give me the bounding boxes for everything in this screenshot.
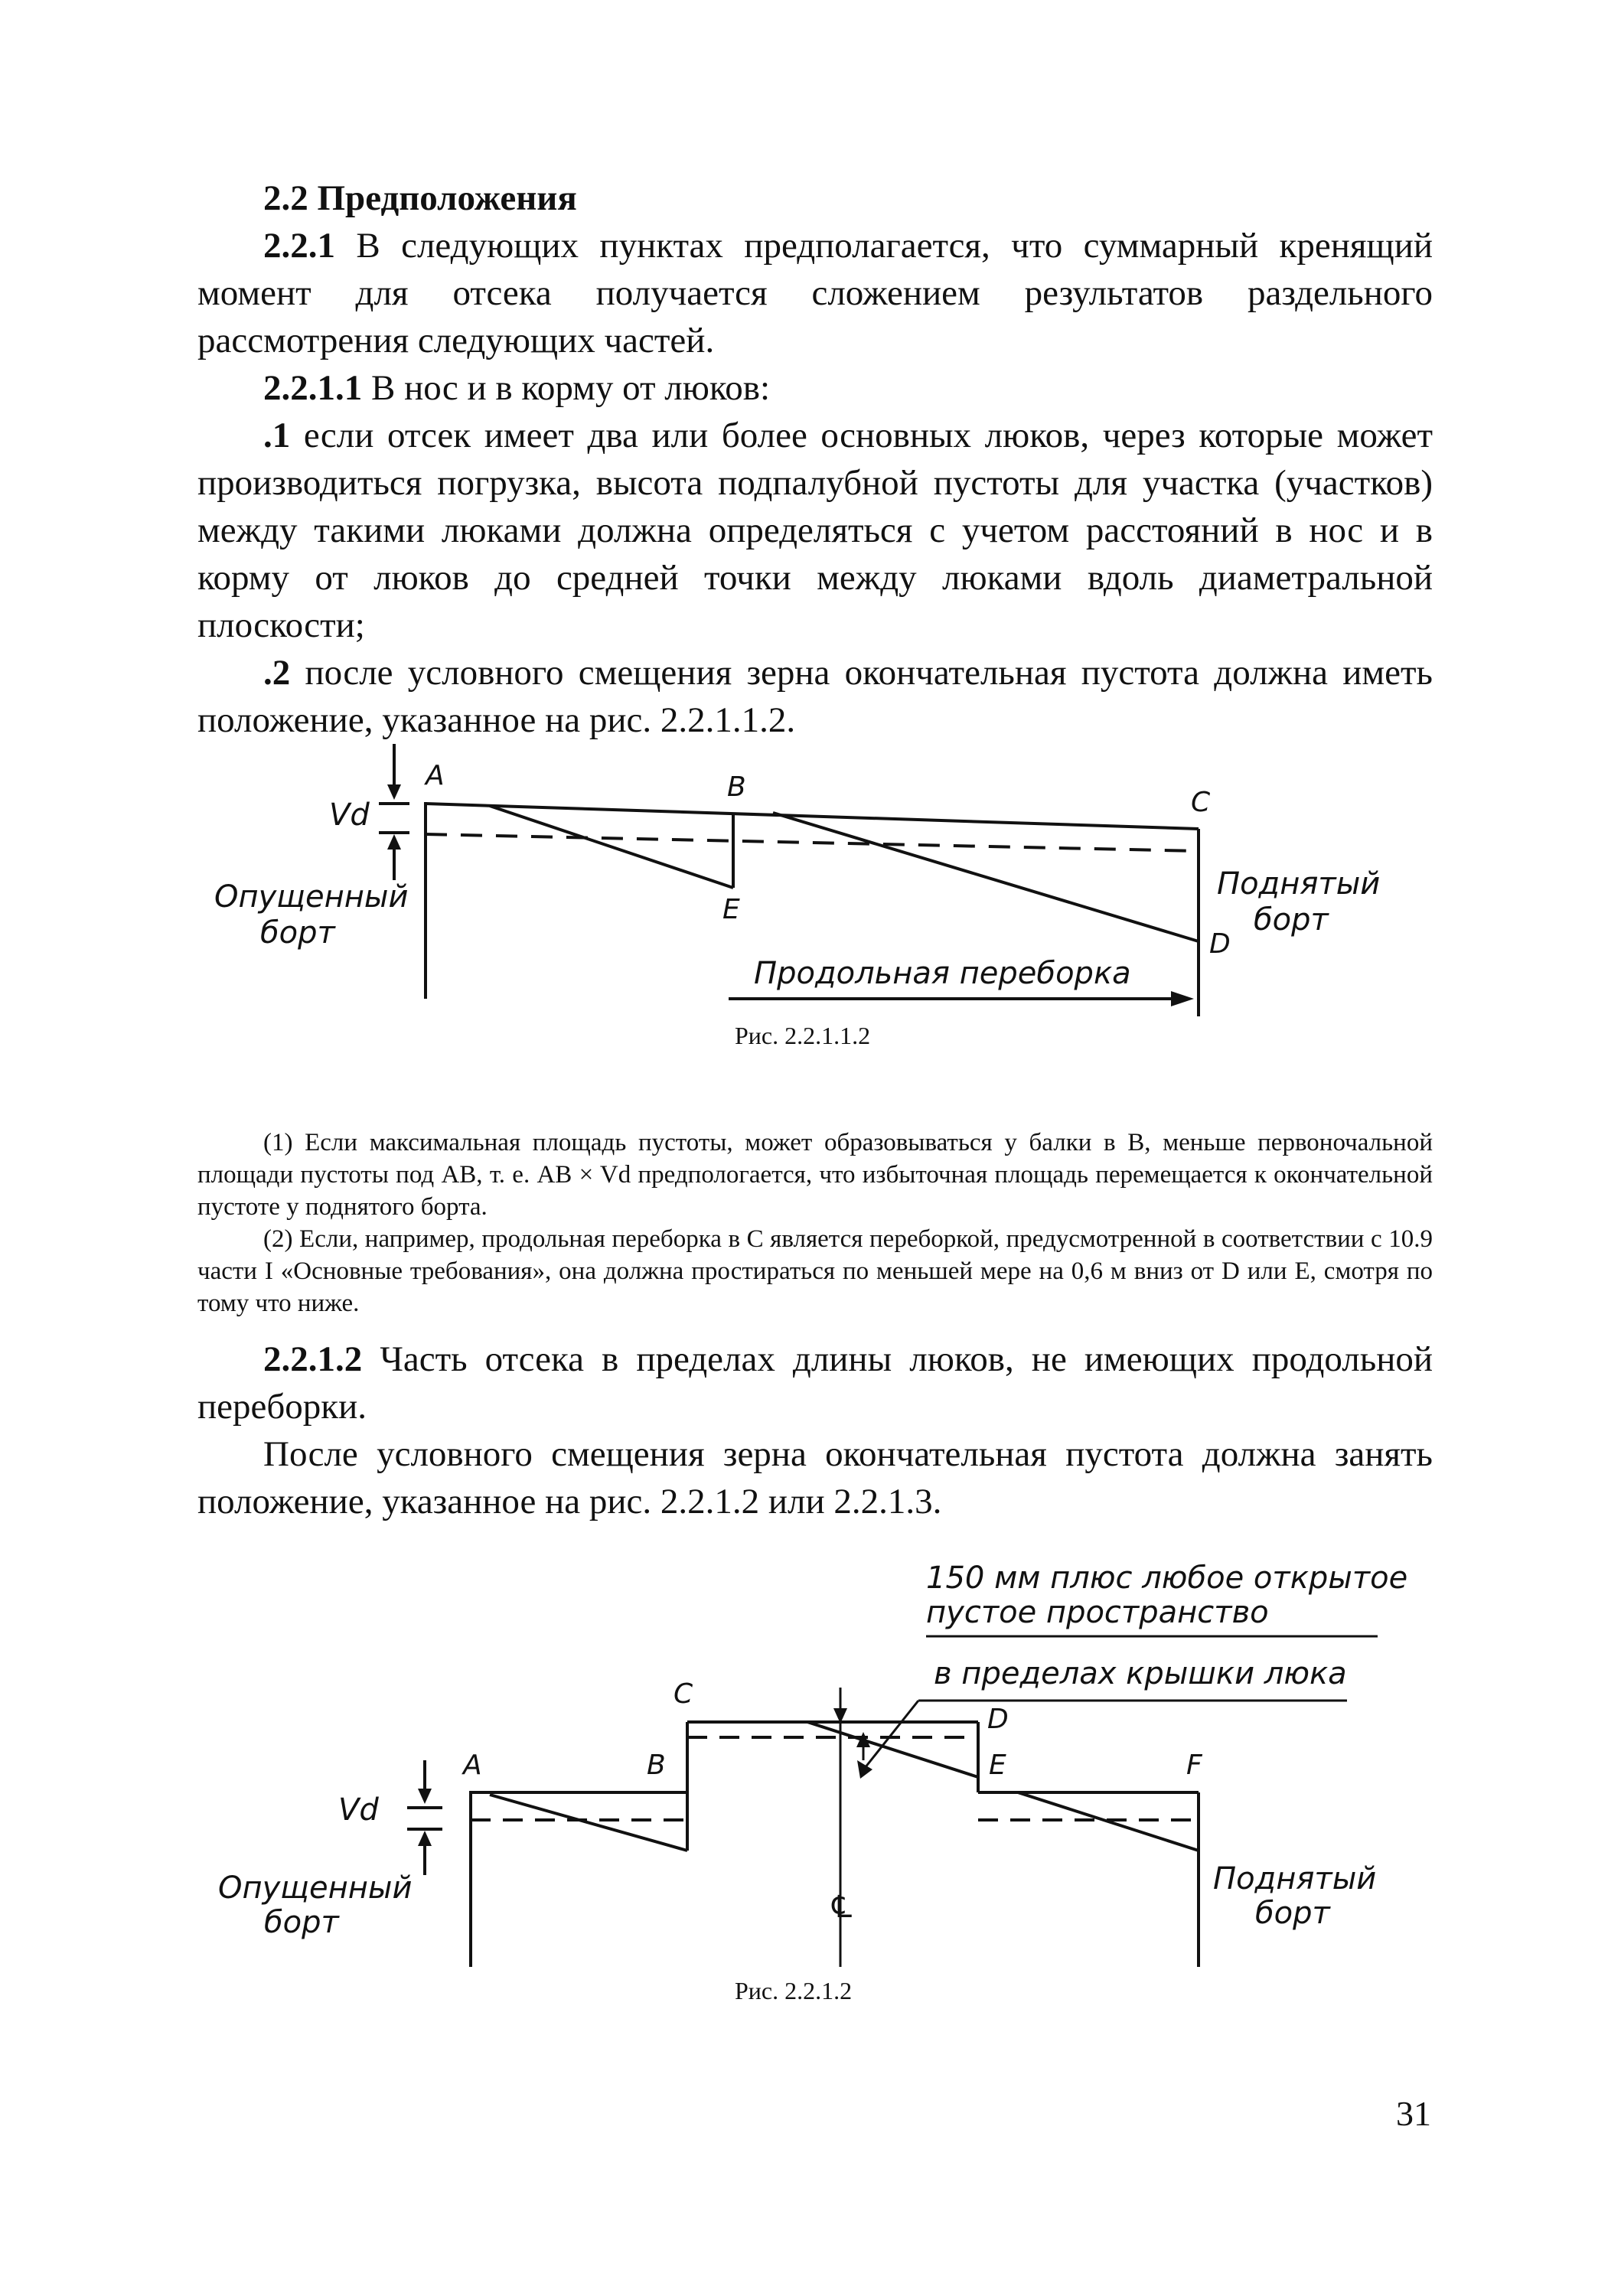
fig2-label-f: F bbox=[1186, 1750, 1202, 1781]
fig2-label-b: B bbox=[647, 1750, 666, 1781]
fig1-caption: Рис. 2.2.1.1.2 bbox=[735, 1022, 871, 1049]
fig2-lowered-side-line1: Опущенный bbox=[218, 1870, 413, 1906]
fig2-note-line1: 150 мм плюс любое открытое bbox=[926, 1561, 1408, 1596]
fig2-caption: Рис. 2.2.1.2 bbox=[735, 1977, 853, 2004]
fig2-label-e: E bbox=[989, 1750, 1006, 1781]
paragraph-item-1: .1 если отсек имеет два или более основных люков, через которые может производиться погрузка, высота подпалубной пустоты для участка (участков) между такими люками должна определяться с учетом расстояний в нос и в корму от люков до средней точки между люками вдоль диаметральной плоскости; bbox=[197, 416, 1433, 645]
fig2-raised-side-line1: Поднятый bbox=[1213, 1861, 1377, 1896]
fig1-bulkhead-label: Продольная переборка bbox=[754, 956, 1131, 991]
fig1-raised-side-line1: Поднятый bbox=[1217, 866, 1381, 902]
paragraph-2-2-1: 2.2.1 В следующих пунктах предполагается, что суммарный кренящий момент для отсека получается сложением результатов раздельного рассмотрения следующих частей. bbox=[197, 226, 1433, 360]
fig2-note-cover: в пределах крышки люка bbox=[934, 1656, 1347, 1691]
fig2-note-line2: пустое пространство bbox=[926, 1595, 1269, 1630]
paragraph-after-shift: После условного смещения зерна окончательная пустота должна занять положение, указанное на рис. 2.2.1.2 или 2.2.1.3. bbox=[197, 1434, 1433, 1521]
fig2-lowered-side-line2: борт bbox=[264, 1905, 339, 1940]
fig1-label-vd: Vd bbox=[329, 797, 370, 833]
fig2-centerline-symbol: ℄ bbox=[828, 1890, 856, 1925]
footnote-1: (1) Если максимальная площадь пустоты, может образовываться у балки в B, меньше первоночальной площади пустоты под AB, т. е. AB × Vd предпологается, что избыточная площадь перемещается к окончательной пустоте у поднятого борта. bbox=[197, 1129, 1433, 1221]
section-heading: 2.2 Предположения bbox=[263, 178, 577, 218]
fig1-lowered-side-line2: борт bbox=[260, 915, 335, 951]
fig1-raised-side-line2: борт bbox=[1254, 902, 1329, 938]
fig1-label-b: B bbox=[727, 771, 746, 803]
paragraph-2-2-1-1: 2.2.1.1 В нос и в корму от люков: bbox=[263, 368, 771, 408]
fig2-label-d: D bbox=[987, 1704, 1009, 1735]
paragraph-2-2-1-2: 2.2.1.2 Часть отсека в пределах длины люков, не имеющих продольной переборки. bbox=[197, 1339, 1433, 1427]
fig1-label-c: C bbox=[1191, 787, 1211, 818]
fig1-lowered-side-line1: Опущенный bbox=[214, 879, 409, 915]
fig2-label-vd: Vd bbox=[338, 1792, 379, 1828]
page-number: 31 bbox=[1396, 2094, 1431, 2133]
fig1-label-d: D bbox=[1209, 928, 1231, 960]
footnote-2: (2) Если, например, продольная переборка в C является переборкой, предусмотренной в соответствии с 10.9 части I «Основные требования», она должна простираться по меньшей мере на 0,6 м вниз от D или E, смотря по тому что ниже. bbox=[197, 1225, 1433, 1317]
paragraph-item-2: .2 после условного смещения зерна окончательная пустота должна иметь положение, указанное на рис. 2.2.1.1.2. bbox=[197, 653, 1433, 740]
fig1-label-e: E bbox=[722, 894, 740, 925]
fig2-label-a: A bbox=[463, 1750, 482, 1781]
fig1-label-a: A bbox=[426, 760, 445, 791]
fig2-label-c: C bbox=[674, 1678, 693, 1710]
fig2-raised-side-line2: борт bbox=[1255, 1896, 1330, 1931]
